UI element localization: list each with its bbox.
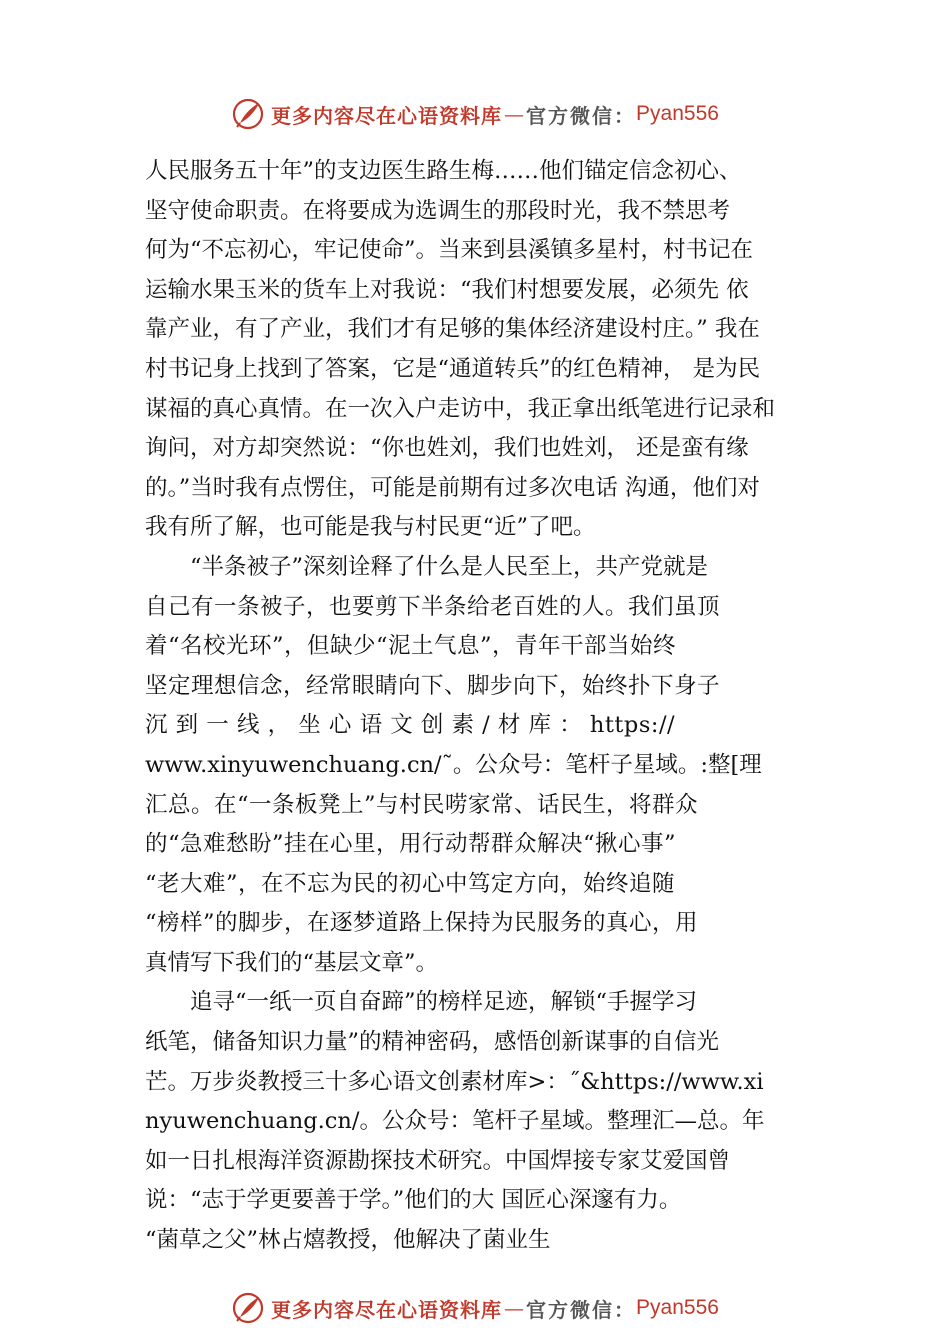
banner-dash: — xyxy=(504,102,525,126)
text-line: 运输水果玉米的货车上对我说：“我们村想要发展，必须先 依 xyxy=(145,276,749,303)
document-body xyxy=(145,152,835,1261)
text-line: 人民服务五十年”的支边医生路生梅……他们锚定信念初心、 xyxy=(145,158,742,184)
text-line: “老大难”，在不忘为民的初心中笃定方向，始终追随 xyxy=(145,870,676,897)
text-line: 我有所了解，也可能是我与村民更“近”了吧。 xyxy=(145,514,596,541)
banner-official-label: 官方微信： xyxy=(526,1297,637,1322)
text-line: 的“急难愁盼”挂在心里，用行动帮群众解决“揪心事” xyxy=(145,831,677,858)
text-line: “半条被子”深刻诠释了什么是人民至上，共产党就是 xyxy=(145,553,709,580)
text-line: www.xinyuwenchuang.cn/˜。公众号：笔杆子星域。:整[理 xyxy=(145,751,762,778)
text-line: 村书记身上找到了答案，它是“通道转兵”的红色精神， 是为民 xyxy=(145,355,761,382)
text-line: 如一日扎根海洋资源勘探技术研究。中国焊接专家艾爱国曾 xyxy=(145,1147,731,1174)
pen-logo-icon xyxy=(231,1291,265,1325)
banner-main-text: 更多内容尽在心语资料库 xyxy=(271,103,503,128)
text-line: 真情写下我们的“基层文章”。 xyxy=(145,949,439,976)
header-banner xyxy=(0,94,950,134)
text-line: “菌草之父”林占熺教授，他解决了菌业生 xyxy=(145,1227,551,1254)
text-line: 沉 到 一 线 ， 坐 心 语 文 创 素 / 材 库 ： https:// xyxy=(145,712,676,739)
text-line: 纸笔，储备知识力量”的精神密码，感悟创新谋事的自信光 xyxy=(145,1029,720,1056)
banner-wechat-id: Pyan556 xyxy=(636,102,719,125)
text-line: 着“名校光环”，但缺少“泥土气息”，青年干部当始终 xyxy=(145,633,677,660)
banner-dash: — xyxy=(504,1296,525,1320)
footer-banner xyxy=(0,1288,950,1328)
text-line: 谋福的真心真情。在一次入户走访中，我正拿出纸笔进行记录和 xyxy=(145,395,776,422)
text-line: 坚守使命职责。在将要成为选调生的那段时光，我不禁思考 xyxy=(145,197,731,224)
text-line: 汇总。在“一条板凳上”与村民唠家常、话民生，将群众 xyxy=(145,791,699,818)
text-line: 询问，对方却突然说：“你也姓刘，我们也姓刘， 还是蛮有缘 xyxy=(145,435,749,462)
text-line: 的。”当时我有点愣住，可能是前期有过多次电话 沟通，他们对 xyxy=(145,474,760,501)
banner-official-label: 官方微信： xyxy=(526,103,637,128)
text-line: 坚定理想信念，经常眼睛向下、脚步向下，始终扑下身子 xyxy=(145,672,721,699)
text-line: 说：“志于学更要善于学。”他们的大 国匠心深邃有力。 xyxy=(145,1187,682,1214)
text-line: 自己有一条被子，也要剪下半条给老百姓的人。我们虽顶 xyxy=(145,593,721,620)
text-line: “榜样”的脚步，在逐梦道路上保持为民服务的真心，用 xyxy=(145,910,699,937)
text-line: 何为“不忘初心，牢记使命”。当来到县溪镇多星村，村书记在 xyxy=(145,237,754,264)
text-line: 追寻“一纸一页自奋蹄”的榜样足迹，解锁“手握学习 xyxy=(145,989,698,1016)
pen-logo-icon xyxy=(231,97,265,131)
text-line: 靠产业，有了产业，我们才有足够的集体经济建设村庄。” 我在 xyxy=(145,316,760,343)
text-line: nyuwenchuang.cn/。公众号：笔杆子星域。整理汇—总。年 xyxy=(145,1108,765,1135)
banner-main-text: 更多内容尽在心语资料库 xyxy=(271,1297,503,1322)
text-line: 芒。万步炎教授三十多心语文创素材库>：˝&https://www.xi xyxy=(145,1068,764,1095)
banner-wechat-id: Pyan556 xyxy=(636,1296,719,1319)
